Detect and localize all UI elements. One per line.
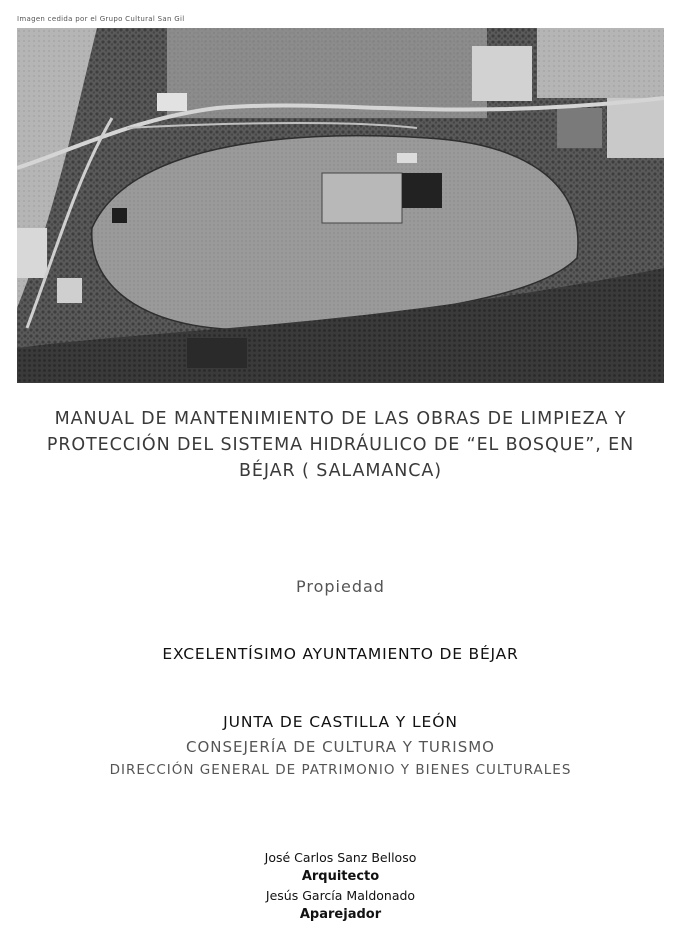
author-role: Aparejador [299, 907, 382, 922]
junta-name: JUNTA DE CASTILLA Y LEÓN [223, 713, 458, 731]
author-name: José Carlos Sanz Belloso [264, 850, 417, 865]
junta-department: CONSEJERÍA DE CULTURA Y TURISMO [186, 738, 495, 756]
aerial-photo-graphic [17, 28, 664, 383]
owner-name: EXCELENTÍSIMO AYUNTAMIENTO DE BÉJAR [162, 645, 519, 663]
title-line-2: PROTECCIÓN DEL SISTEMA HIDRÁULICO DE “EL BOSQUE”, EN [46, 435, 635, 455]
property-label: Propiedad [296, 577, 385, 596]
aerial-photo [17, 28, 664, 383]
author-credits [0, 848, 681, 924]
author-role: Arquitecto [301, 869, 380, 884]
author-name: Jesús García Maldonado [265, 888, 416, 903]
title-line-1: MANUAL DE MANTENIMIENTO DE LAS OBRAS DE LIMPIEZA Y [54, 409, 627, 429]
junta-directorate: DIRECCIÓN GENERAL DE PATRIMONIO Y BIENES CULTURALES [109, 762, 572, 778]
title-line-3: BÉJAR ( SALAMANCA) [239, 461, 442, 481]
document-title [0, 406, 681, 484]
photo-credit: Imagen cedida por el Grupo Cultural San Gil [17, 15, 185, 23]
